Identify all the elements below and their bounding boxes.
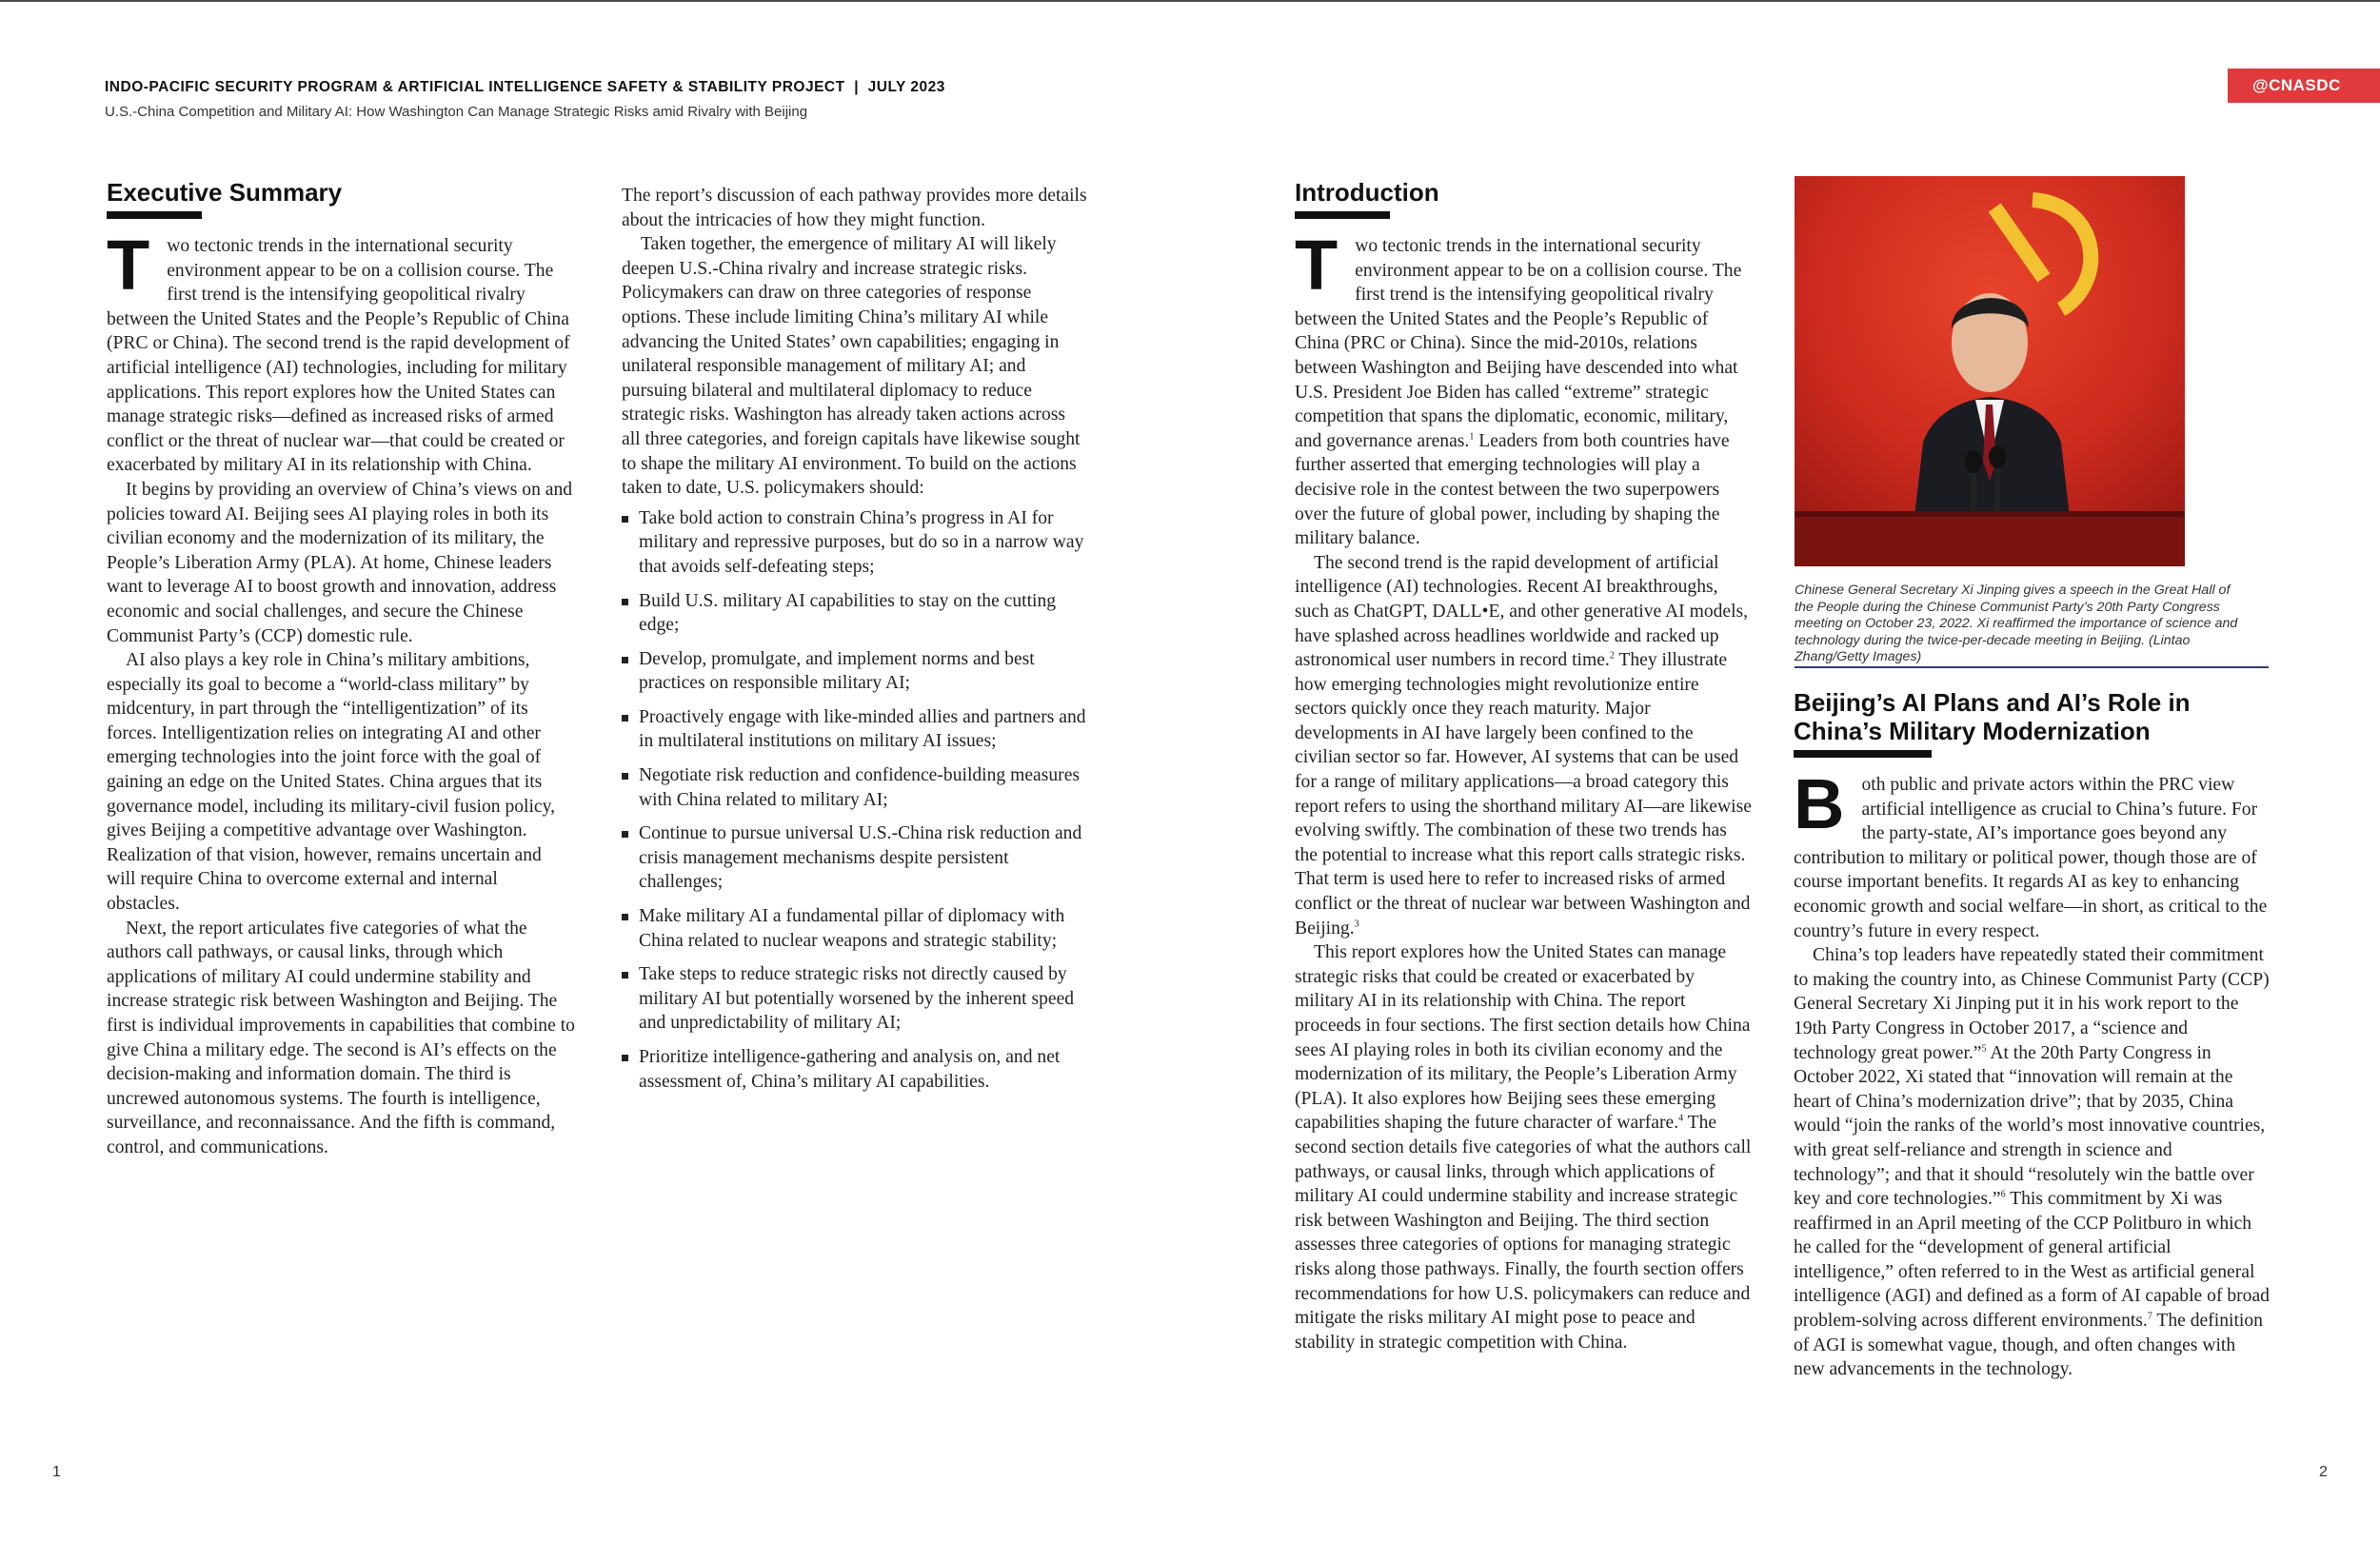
top-border [0, 0, 2380, 2]
paragraph: The second trend is the rapid development of artificial intelligence (AI) technologies. Recent AI breakthroughs, such as ChatGPT, DALL•E, and other generative AI models, have splashed across headlines worldwide and racked up astronomical user numbers in record time.$^2$ They illustrate how emerging technologies might revolutionize entire sectors quickly once they reach maturity. Major developments in AI have largely been confined to the civilian sector so far. However, AI systems that can be used for a range of military applications—a broad category this report refers to using the shorthand military AI—are likewise evolving swiftly. The combination of these two trends has the potential to increase what this report calls strategic risks. That term is used here to refer to increased risks of armed conflict or the threat of nuclear war between Washington and Beijing.$^3$ [1295, 552, 1752, 939]
bullet-icon [622, 1055, 628, 1061]
heading-rule [1794, 750, 1932, 758]
footnote-ref[interactable]: 5 [1981, 1043, 1987, 1054]
handle-label: @CNASDC [2252, 76, 2341, 94]
footnote-ref[interactable]: 6 [2000, 1189, 2006, 1200]
list-item: Build U.S. military AI capabilities to stay on the cutting edge; [622, 589, 1088, 638]
drop-cap: B [1794, 764, 1845, 843]
bullet-icon [622, 972, 628, 979]
paragraph: Taken together, the emergence of military AI will likely deepen U.S.-China rivalry and increase strategic risks. Policymakers can draw on three categories of response options. These include limiting China’s military AI while advancing the United States’ own capabilities; engaging in unilateral responsible management of military AI; and pursuing bilateral and multilateral diplomacy to reduce strategic risks. Washington has already taken actions across all three categories, and foreign capitals have likewise sought to shape the military AI environment. To build on the actions taken to date, U.S. policymakers should: [622, 234, 1081, 499]
list-item: Prioritize intelligence-gathering and analysis on, and net assessment of, China’s military AI capabilities. [622, 1045, 1088, 1094]
twitter-handle-badge[interactable] [2228, 69, 2380, 103]
report-subtitle: U.S.-China Competition and Military AI: How Washington Can Manage Strategic Risks amid Rivalry with Beijing [105, 104, 808, 120]
list-item: Negotiate risk reduction and confidence-building measures with China related to military AI; [622, 763, 1088, 812]
list-item: Develop, promulgate, and implement norms and best practices on responsible military AI; [622, 647, 1088, 696]
bullet-icon [622, 914, 628, 920]
heading-rule [107, 211, 202, 219]
xi-jinping-photo [1795, 176, 2185, 566]
bullet-icon [622, 599, 628, 605]
paragraph: Two tectonic trends in the international security environment appear to be on a collision course. The first trend is the intensifying geopolitical rivalry between the United States and the People’s Republic of China (PRC or China). Since the mid-2010s, relations between Washington and Beijing have descended into what U.S. President Joe Biden has called “extreme” strategic competition that spans the diplomatic, economic, military, and governance arenas.$^1$ Leaders from both countries have further asserted that emerging technologies will play a decisive role in the contest between the two superpowers over the future of global power, including by shaping the military balance. [1295, 226, 1742, 549]
section-heading-beijing-ai-plans: Beijing’s AI Plans and AI’s Role in China’s Military Modernization [1794, 688, 2191, 745]
executive-summary-column [107, 178, 575, 1160]
bullet-icon [622, 657, 628, 663]
list-item: Take steps to reduce strategic risks not directly caused by military AI but potentially worsened by the inherent speed and unpredictability of military AI; [622, 962, 1088, 1036]
drop-cap: T [1295, 226, 1339, 305]
page-number-left: 1 [52, 1464, 61, 1480]
report-series-title: INDO-PACIFIC SECURITY PROGRAM & ARTIFICIAL INTELLIGENCE SAFETY & STABILITY PROJECT | JULY 2023 [105, 79, 945, 95]
footnote-ref[interactable]: 3 [1354, 919, 1359, 930]
paragraph: The report’s discussion of each pathway provides more details about the intricacies of how they might function. [622, 186, 1087, 230]
paragraph: China’s top leaders have repeatedly stated their commitment to making the country into, as Chinese Communist Party (CCP) General Secretary Xi Jinping put it in his work report to the 19th Party Congress in October 2017, a “science and technology great power.”$^5$ At the 20th Party Congress in October 2022, Xi stated that “innovation will remain at the heart of China’s modernization drive”; that by 2035, China would “join the ranks of the world’s most innovative countries, with great self-reliance and strength in science and technology”; and that it should “resolutely win the battle over key and core technologies.”$^6$ This commitment by Xi was reaffirmed in an April meeting of the CCP Politburo in which he called for the “development of general artificial intelligence,” often referred to in the West as artificial general intelligence (AGI) and defined as a form of AI capable of broad problem-solving across different environments.$^7$ The definition of AGI is somewhat vague, though, and often changes with new advancements in the technology. [1794, 945, 2270, 1380]
recommendations-list [622, 506, 1088, 1094]
recommendations-column [622, 184, 1088, 1103]
photo-image [1795, 176, 2185, 566]
footnote-ref[interactable]: 7 [2147, 1311, 2152, 1322]
list-item: Continue to pursue universal U.S.-China risk reduction and crisis management mechanisms despite persistent challenges; [622, 821, 1088, 895]
paragraph: Two tectonic trends in the international security environment appear to be on a collision course. The first trend is the intensifying geopolitical rivalry between the United States and the People’s Republic of China (PRC or China). The second trend is the rapid development of artificial intelligence (AI) technologies, including for military applications. This report explores how the United States can manage strategic risks—defined as increased risks of armed conflict or the threat of nuclear war—that could be created or exacerbated by military AI in its relationship with China. [107, 226, 570, 476]
footnote-ref[interactable]: 4 [1678, 1113, 1684, 1124]
beijing-ai-plans-column [1794, 688, 2270, 1382]
introduction-column [1295, 178, 1752, 1354]
bullet-icon [622, 831, 628, 838]
bullet-icon [622, 773, 628, 780]
paragraph: This report explores how the United States can manage strategic risks that could be created or exacerbated by military AI in its relationship with China. The report proceeds in four sections. The first section details how China sees AI playing roles in both its civilian economy and the modernization of its military, the People’s Liberation Army (PLA). It also explores how Beijing sees these emerging capabilities shaping the future character of warfare.$^4$ The second section details five categories of what the authors call pathways, or causal links, through which applications of military AI could undermine stability and increase strategic risk between Washington and Beijing. The third section assesses three categories of options for managing strategic risks along those pathways. Finally, the fourth section offers recommendations for how U.S. policymakers can reduce and mitigate the risks military AI might pose to peace and stability in strategic competition with China. [1295, 942, 1752, 1353]
footnote-ref[interactable]: 1 [1469, 431, 1475, 443]
section-heading-executive-summary: Executive Summary [107, 178, 343, 207]
bullet-icon [622, 715, 628, 722]
page-number-right: 2 [2319, 1464, 2328, 1480]
section-heading-introduction: Introduction [1295, 178, 1439, 207]
photo-caption: Chinese General Secretary Xi Jinping gives a speech in the Great Hall of the People during the Chinese Communist Party’s 20th Party Congress meeting on October 23, 2022. Xi reaffirmed the importance of science and technology during the twice-per-decade meeting in Beijing. (Lintao Zhang/Getty Images) [1795, 583, 2238, 665]
list-item: Take bold action to constrain China’s progress in AI for military and repressive purposes, but do so in a narrow way that avoids self-defeating steps; [622, 506, 1088, 580]
list-item: Make military AI a fundamental pillar of diplomacy with China related to nuclear weapons and strategic stability; [622, 904, 1088, 953]
paragraph: Next, the report articulates five categories of what the authors call pathways, or causal links, through which applications of military AI could undermine stability and increase strategic risk between Washington and Beijing. The first is individual improvements in capabilities that combine to give China a military edge. The second is AI’s effects on the decision-making and information domain. The third is uncrewed autonomous systems. The fourth is intelligence, surveillance, and reconnaissance. And the fifth is command, control, and communications. [107, 918, 575, 1157]
list-item: Proactively engage with like-minded allies and partners and in multilateral institutions on military AI issues; [622, 705, 1088, 754]
paragraph: It begins by providing an overview of China’s views on and policies toward AI. Beijing sees AI playing roles in both its civilian economy and the modernization of its military, the People’s Liberation Army (PLA). At home, Chinese leaders want to leverage AI to boost growth and innovation, address economic and social challenges, and secure the Chinese Communist Party’s (CCP) domestic rule. [107, 479, 573, 646]
paragraph: AI also plays a key role in China’s military ambitions, especially its goal to become a “world-class military” by midcentury, in part through the “intelligentization” of its forces. Intelligentization relies on integrating AI and other emerging technologies into the joint force with the goal of gaining an edge on the United States. China argues that its governance model, including its military-civil fusion policy, gives Beijing a competitive advantage over Washington. Realization of that vision, however, remains uncertain and will require China to overcome external and internal obstacles. [107, 650, 556, 915]
caption-rule [1795, 666, 2269, 668]
heading-rule [1295, 211, 1390, 219]
drop-cap: T [107, 226, 150, 305]
paragraph: Both public and private actors within the PRC view artificial intelligence as crucial to China’s future. For the party-state, AI’s importance goes beyond any contribution to military or political power, though those are of course important benefits. It regards AI as key to enhancing economic growth and social welfare—in short, as critical to the country’s future in every respect. [1794, 764, 2268, 941]
bullet-icon [622, 516, 628, 523]
footnote-ref[interactable]: 2 [1609, 650, 1615, 662]
